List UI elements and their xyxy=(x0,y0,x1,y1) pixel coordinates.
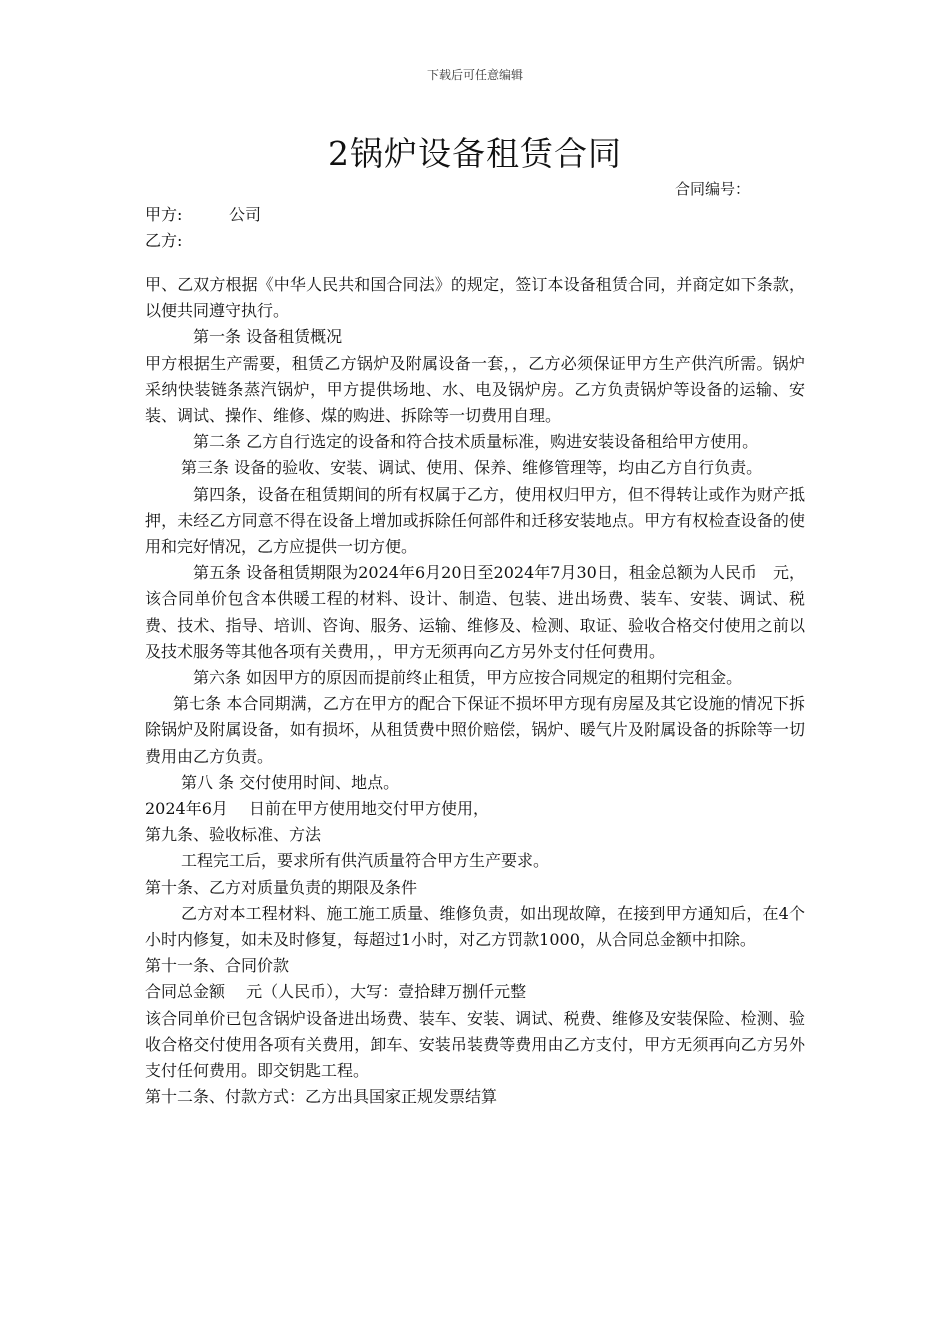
article-10-text: 乙方对本工程材料、施工施工质量、维修负责，如出现故障，在接到甲方通知后，在4个小时内修复，如未及时修复，每超过1小时，对乙方罚款1000，从合同总金额中扣除。 xyxy=(145,903,805,950)
article-12-paragraph: 第十二条、付款方式：乙方出具国家正规发票结算 xyxy=(145,1087,498,1107)
article-11-text: 该合同单价已包含锅炉设备进出场费、装车、安装、调试、税费、维修及安装保险、检测、验收合格交付使用各项有关费用，卸车、安装吊装费等费用由乙方支付，甲方无须再向乙方另外支付任何费用。即交钥匙工程。 xyxy=(145,1008,805,1081)
article-5-paragraph: 第五条 设备租赁期限为2024年6月20日至2024年7月30日，租金总额为人民币 元，该合同单价包含本供暖工程的材料、设计、制造、包装、进出场费、装车、安装、调试、税费、技术、指导、培训、咨询、服务、运输、维修及、检测、取证、验收合格交付使用之前以及技术服务等其他各项有关费用，，甲方无须再向乙方另外支付任何费用。 xyxy=(145,563,805,661)
article-8-heading: 第八 条 交付使用时间、地点。 xyxy=(181,772,400,792)
article-2-paragraph: 第二条 乙方自行选定的设备和符合技术质量标准，购进安装设备租给甲方使用。 xyxy=(193,432,759,452)
article-11-amount: 合同总金额 元（人民币），大写：壹拾肆万捌仟元整 xyxy=(145,982,527,1002)
contract-body xyxy=(145,272,805,1111)
party-a-line xyxy=(145,202,261,225)
preamble-paragraph: 甲、乙双方根据《中华人民共和国合同法》的规定，签订本设备租赁合同，并商定如下条款，以便共同遵守执行。 xyxy=(145,275,805,321)
article-1-heading: 第一条 设备租赁概况 xyxy=(193,327,343,347)
party-b-line xyxy=(145,228,229,251)
article-7-paragraph: 第七条 本合同期满，乙方在甲方的配合下保证不损坏甲方现有房屋及其它设施的情况下拆除锅炉及附属设备，如有损坏，从租赁费中照价赔偿，锅炉、暖气片及附属设备的拆除等一切费用由乙方负责。 xyxy=(145,694,805,766)
party-a-label: 甲方: xyxy=(145,205,183,224)
contract-number-label: 合同编号： xyxy=(675,180,751,198)
article-9-heading: 第九条、验收标准、方法 xyxy=(145,825,322,845)
article-8-text: 2024年6月 日前在甲方使用地交付甲方使用， xyxy=(145,799,489,819)
article-3-paragraph: 第三条 设备的验收、安装、调试、使用、保养、维修管理等，均由乙方自行负责。 xyxy=(181,458,763,478)
article-6-paragraph: 第六条 如因甲方的原因而提前终止租赁，甲方应按合同规定的租期付完租金。 xyxy=(193,668,743,688)
article-1-text: 甲方根据生产需要，租赁乙方锅炉及附属设备一套，，乙方必须保证甲方生产供汽所需。锅炉采纳快装链条蒸汽锅炉，甲方提供场地、水、电及锅炉房。乙方负责锅炉等设备的运输、安装、调试、操作、维修、煤的购进、拆除等一切费用自理。 xyxy=(145,353,805,426)
party-b-label: 乙方: xyxy=(145,231,183,250)
article-9-text: 工程完工后，要求所有供汽质量符合甲方生产要求。 xyxy=(181,851,550,871)
document-title: 2锅炉设备租赁合同 xyxy=(328,134,622,173)
header-note: 下载后可任意编辑 xyxy=(426,68,523,82)
party-a-value: 公司 xyxy=(229,205,262,224)
article-4-paragraph: 第四条，设备在租赁期间的所有权属于乙方，使用权归甲方，但不得转让或作为财产抵押，未经乙方同意不得在设备上增加或拆除任何部件和迁移安装地点。甲方有权检查设备的使用和完好情况，乙方应提供一切方便。 xyxy=(145,484,805,557)
article-11-heading: 第十一条、合同价款 xyxy=(145,956,290,976)
article-10-heading: 第十条、乙方对质量负责的期限及条件 xyxy=(145,877,418,897)
